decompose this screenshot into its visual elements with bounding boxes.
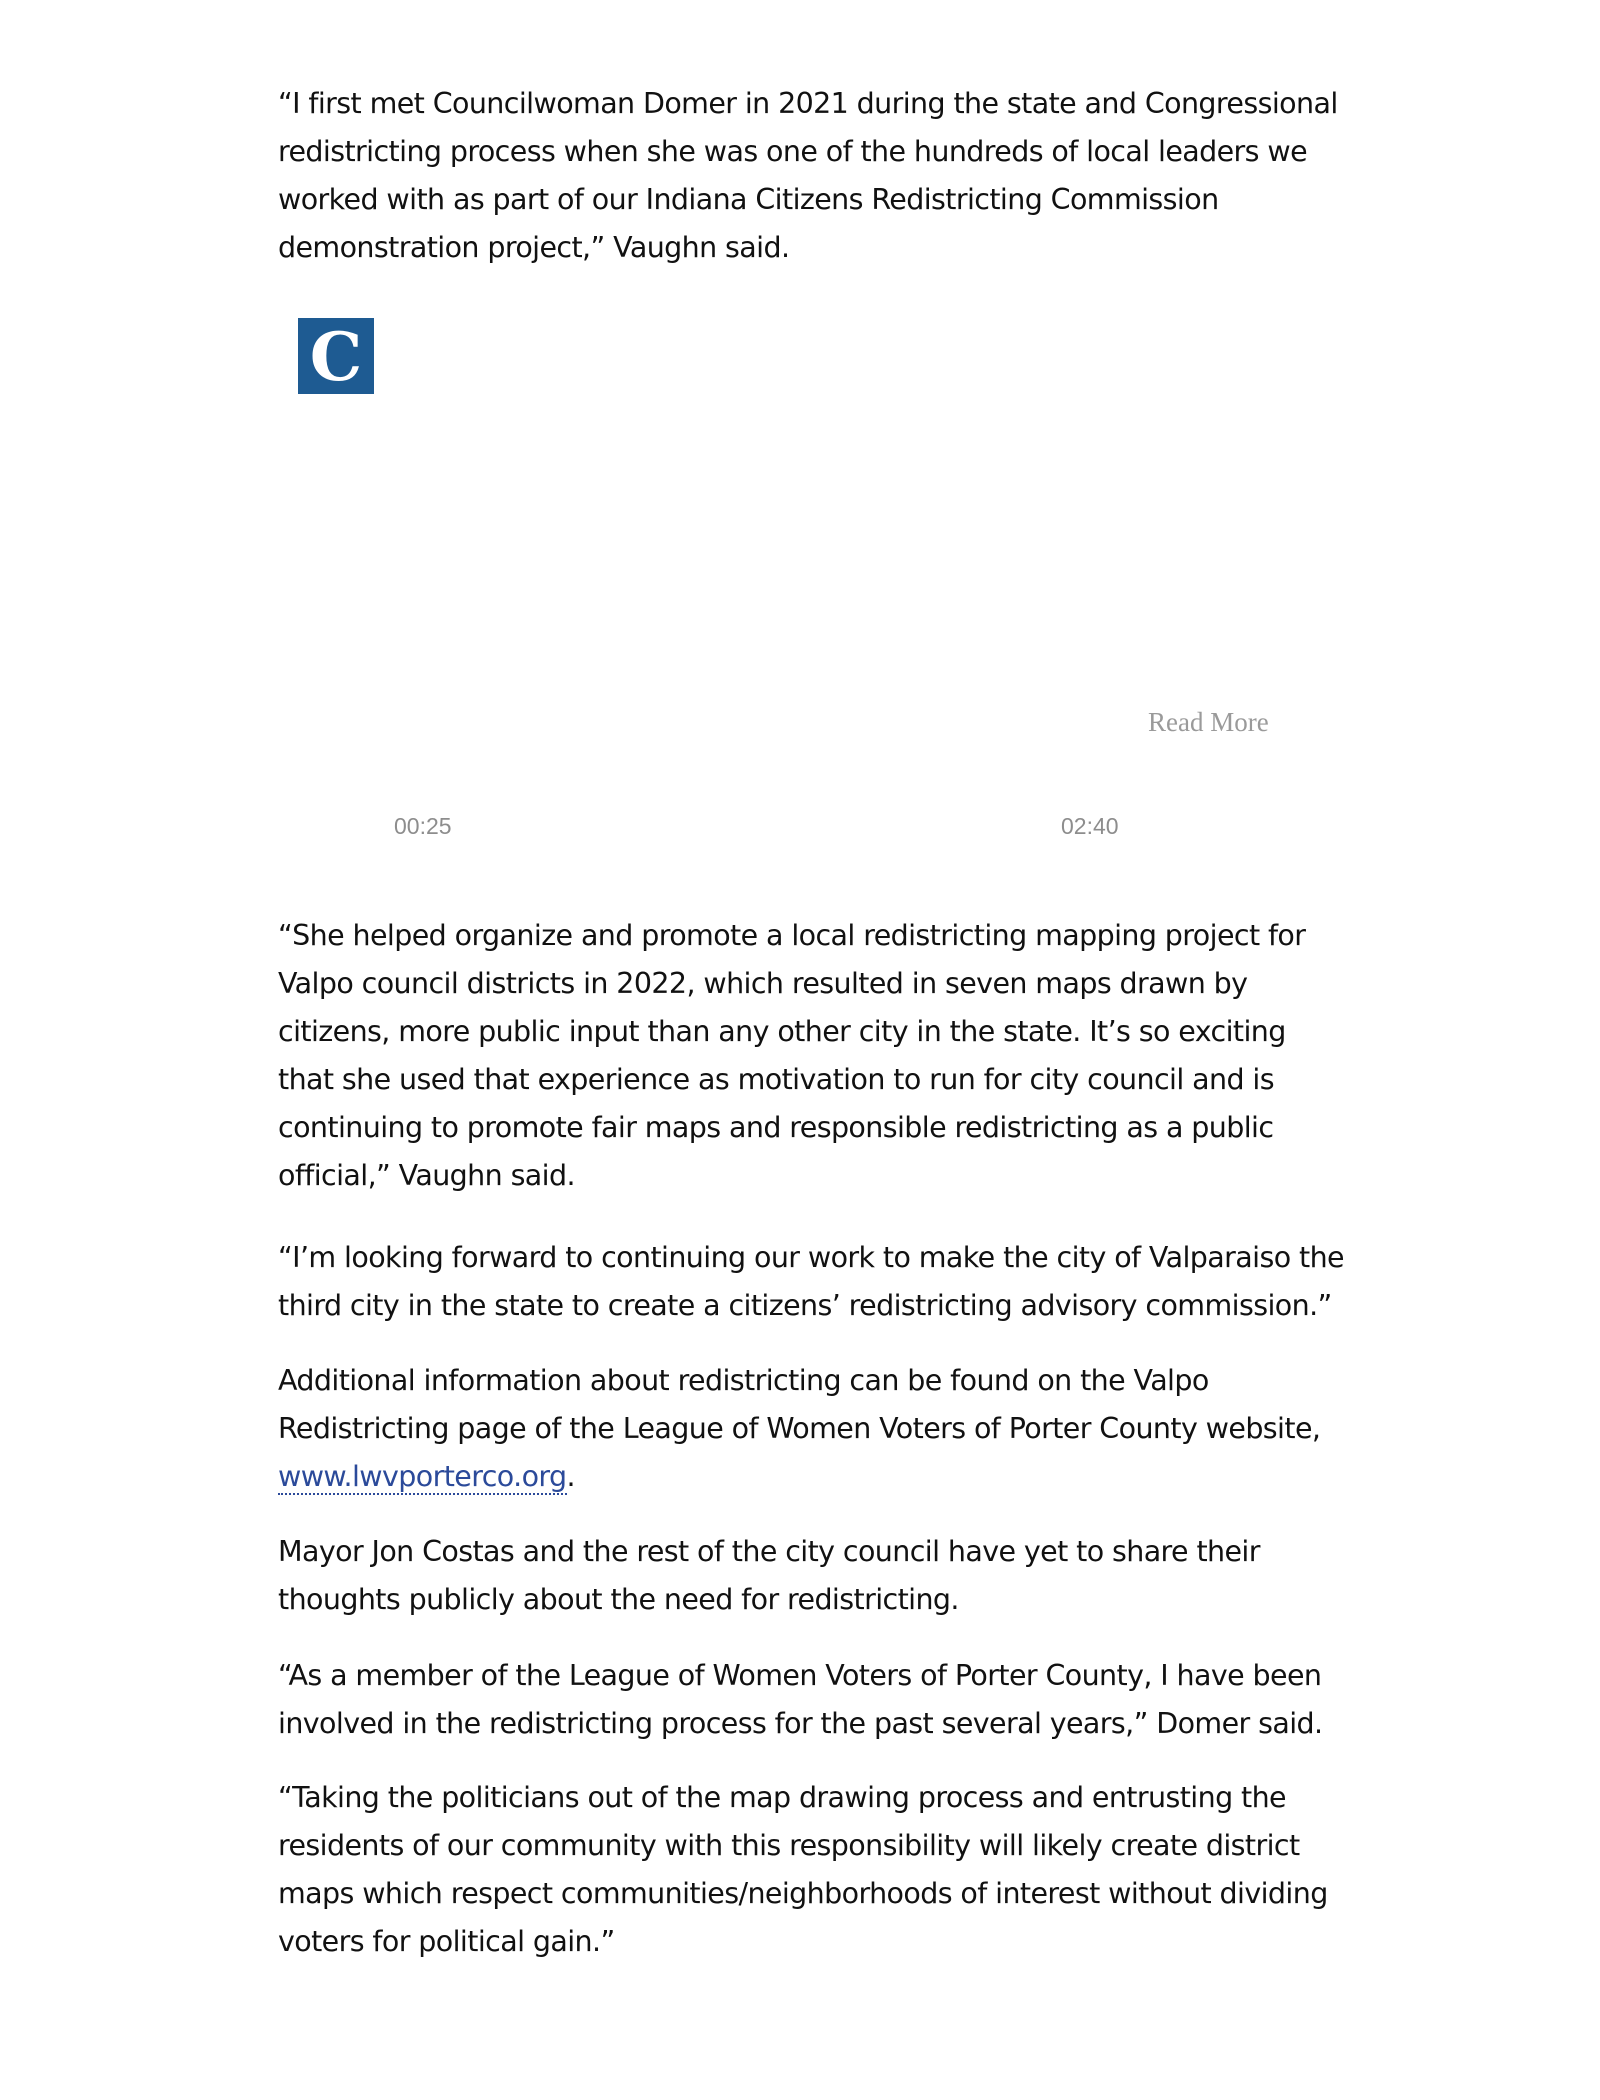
article-paragraph-additional-info: [278, 1357, 1348, 1501]
video-total-time: 02:40: [1061, 813, 1119, 839]
lwv-website-link[interactable]: www.lwvporterco.org: [278, 1460, 567, 1493]
article-paragraph-mayor: Mayor Jon Costas and the rest of the city council have yet to share their thoughts publicly about the need for redistricting.: [278, 1535, 1260, 1616]
article-paragraph-vaughn-quote: “I first met Councilwoman Domer in 2021 during the state and Congressional redistricting process when she was one of the hundreds of local leaders we worked with as part of our Indiana Citizens Redistricting Commission demonstration project,” Vaughn said.: [278, 87, 1338, 264]
additional-info-period: .: [566, 1460, 575, 1493]
article-paragraph-mapping-project: “She helped organize and promote a local redistricting mapping project for Valpo council districts in 2022, which resulted in seven maps drawn by citizens, more public input than any other city in the state. It’s so exciting that she used that experience as motivation to run for city council and is continuing to promote fair maps and responsible redistricting as a public official,” Vaughn said.: [278, 919, 1306, 1192]
logo-letter: C: [309, 318, 363, 396]
additional-info-text: Additional information about redistricting can be found on the Valpo Redistricting page of the League of Women Voters of Porter County website,: [278, 1364, 1321, 1445]
article-paragraph-domer-quote: “As a member of the League of Women Voters of Porter County, I have been involved in the redistricting process for the past several years,” Domer said.: [278, 1659, 1323, 1740]
publisher-logo: [298, 318, 374, 394]
read-more-link[interactable]: Read More: [1148, 707, 1269, 737]
article-paragraph-politicians-quote: “Taking the politicians out of the map drawing process and entrusting the residents of our community with this responsibility will likely create district maps which respect communities/neighborhoods of interest without dividing voters for political gain.”: [278, 1781, 1328, 1958]
video-current-time: 00:25: [394, 813, 452, 839]
article-paragraph-advisory-commission: “I’m looking forward to continuing our work to make the city of Valparaiso the third city in the state to create a citizens’ redistricting advisory commission.”: [278, 1241, 1344, 1322]
